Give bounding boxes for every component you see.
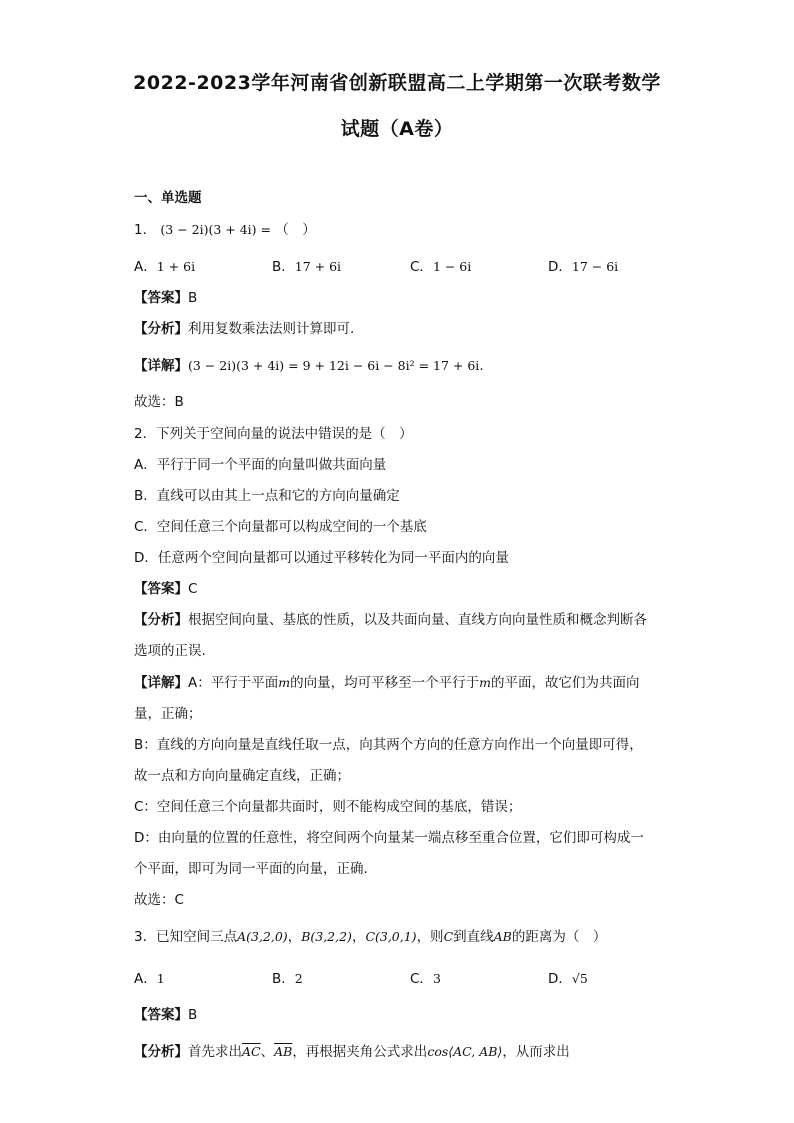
q1-analysis [134, 317, 354, 337]
q1-option-d [548, 255, 618, 275]
q1-blank: （ ） [275, 222, 316, 238]
page-subtitle: 试题（A卷） [340, 118, 454, 140]
q3-option-c [410, 967, 441, 987]
q3-analysis [134, 1040, 570, 1060]
q1-option-b [272, 255, 341, 275]
q3-stem [134, 925, 606, 945]
analysis-text: 利用复数乘法法则计算即可. [188, 321, 355, 337]
point-a: A(3,2,0) [237, 929, 288, 944]
q2-choose: 故选：C [134, 892, 184, 908]
option-label: B． [272, 259, 295, 275]
answer-tag: 【答案】 [134, 581, 188, 597]
detail-end: . [479, 358, 484, 374]
q2-answer [134, 577, 197, 597]
q1-option-c [410, 255, 471, 275]
q2-option-c: C．空间任意三个向量都可以构成空间的一个基底 [134, 519, 427, 535]
stem-text: 到直线 [453, 929, 494, 945]
option-text: 2 [294, 971, 303, 986]
q2-option-b: B．直线可以由其上一点和它的方向向量确定 [134, 488, 400, 504]
cos-expression: cos⟨AC, AB⟩ [427, 1044, 503, 1059]
analysis-tag: 【分析】 [134, 1044, 188, 1060]
page-title: 2022-2023学年河南省创新联盟高二上学期第一次联考数学 [133, 72, 661, 94]
option-text: 17 − 6i [571, 259, 619, 274]
q2-detail-c: C：空间任意三个向量都共面时，则不能构成空间的基底，错误； [134, 799, 522, 815]
option-label: A． [134, 971, 157, 987]
section-heading: 一、单选题 [134, 190, 202, 206]
detail-tag: 【详解】 [134, 675, 188, 691]
q1-stem [134, 218, 316, 238]
q2-option-d: D．任意两个空间向量都可以通过平移转化为同一平面内的向量 [134, 550, 509, 566]
stem-text: 的距离为（ ） [511, 929, 607, 945]
q1-detail [134, 354, 484, 374]
option-label: C． [410, 971, 433, 987]
q2-detail-d-line1: D：由向量的位置的任意性，将空间两个向量某一端点移至重合位置，它们即可构成一 [134, 830, 644, 846]
option-text: 17 + 6i [294, 259, 342, 274]
separator: ， [351, 929, 366, 945]
option-text: 1 [156, 971, 165, 986]
vector-ac: $\overline{AC}$ [242, 1044, 261, 1059]
option-label: D． [548, 259, 572, 275]
q2-detail-d-line2: 个平面，即可为同一平面的向量，正确. [134, 861, 368, 877]
answer-value: C [188, 581, 198, 597]
answer-tag: 【答案】 [134, 1007, 188, 1023]
q1-option-a [134, 255, 195, 275]
detail-text: 的向量，均可平移至一个平行于 [290, 675, 480, 691]
q1-number: 1． [134, 222, 157, 238]
q2-detail-a-line1 [134, 671, 639, 691]
q2-detail-a-line2: 量，正确； [134, 706, 202, 722]
analysis-text: ，从而求出 [502, 1044, 570, 1060]
q3-answer [134, 1003, 197, 1023]
q2-stem: 2．下列关于空间向量的说法中错误的是（ ） [134, 426, 413, 442]
option-text: 1 − 6i [432, 259, 472, 274]
detail-text: 的平面，故它们为共面向 [490, 675, 640, 691]
answer-tag: 【答案】 [134, 290, 188, 306]
q1-answer [134, 286, 197, 306]
vector-ab: $\overline{AB}$ [274, 1044, 293, 1059]
q2-analysis-line2: 选项的正误. [134, 643, 206, 659]
q3-option-d [548, 967, 588, 987]
stem-text: ，则 [416, 929, 444, 945]
detail-text: A：平行于平面 [188, 675, 279, 691]
option-label: B． [272, 971, 295, 987]
q1-expression: (3 − 2i)(3 + 4i) = [160, 222, 271, 237]
detail-expression: (3 − 2i)(3 + 4i) = 9 + 12i − 6i − 8i² = 17 + 6i [188, 358, 480, 373]
q2-detail-b-line2: 故一点和方向向量确定直线，正确； [134, 768, 350, 784]
analysis-text: 根据空间向量、基底的性质，以及共面向量、直线方向向量性质和概念判断各 [188, 612, 647, 628]
q3-option-a [134, 967, 165, 987]
q3-option-b [272, 967, 303, 987]
q2-detail-b-line1: B：直线的方向向量是直线任取一点，向其两个方向的任意方向作出一个向量即可得， [134, 737, 643, 753]
analysis-text: 首先求出 [188, 1044, 242, 1060]
option-label: A． [134, 259, 157, 275]
detail-tag: 【详解】 [134, 358, 188, 374]
point-b: B(3,2,2) [301, 929, 352, 944]
answer-value: B [188, 290, 198, 306]
q2-option-a: A．平行于同一个平面的向量叫做共面向量 [134, 457, 387, 473]
answer-value: B [188, 1007, 198, 1023]
point-c: C(3,0,1) [365, 929, 417, 944]
stem-text: 3．已知空间三点 [134, 929, 238, 945]
q1-choose: 故选：B [134, 394, 184, 410]
separator: ， [287, 929, 302, 945]
option-text: 1 + 6i [156, 259, 196, 274]
q2-analysis-line1 [134, 608, 647, 628]
analysis-tag: 【分析】 [134, 612, 188, 628]
line-variable: AB [493, 929, 512, 944]
plane-variable: m [278, 675, 291, 690]
option-text: √5 [571, 971, 588, 986]
option-label: D． [548, 971, 572, 987]
option-text: 3 [432, 971, 441, 986]
option-label: C． [410, 259, 433, 275]
analysis-tag: 【分析】 [134, 321, 188, 337]
separator: 、 [260, 1044, 275, 1060]
point-variable: C [443, 929, 454, 944]
analysis-text: ，再根据夹角公式求出 [292, 1044, 428, 1060]
plane-variable: m [479, 675, 491, 690]
